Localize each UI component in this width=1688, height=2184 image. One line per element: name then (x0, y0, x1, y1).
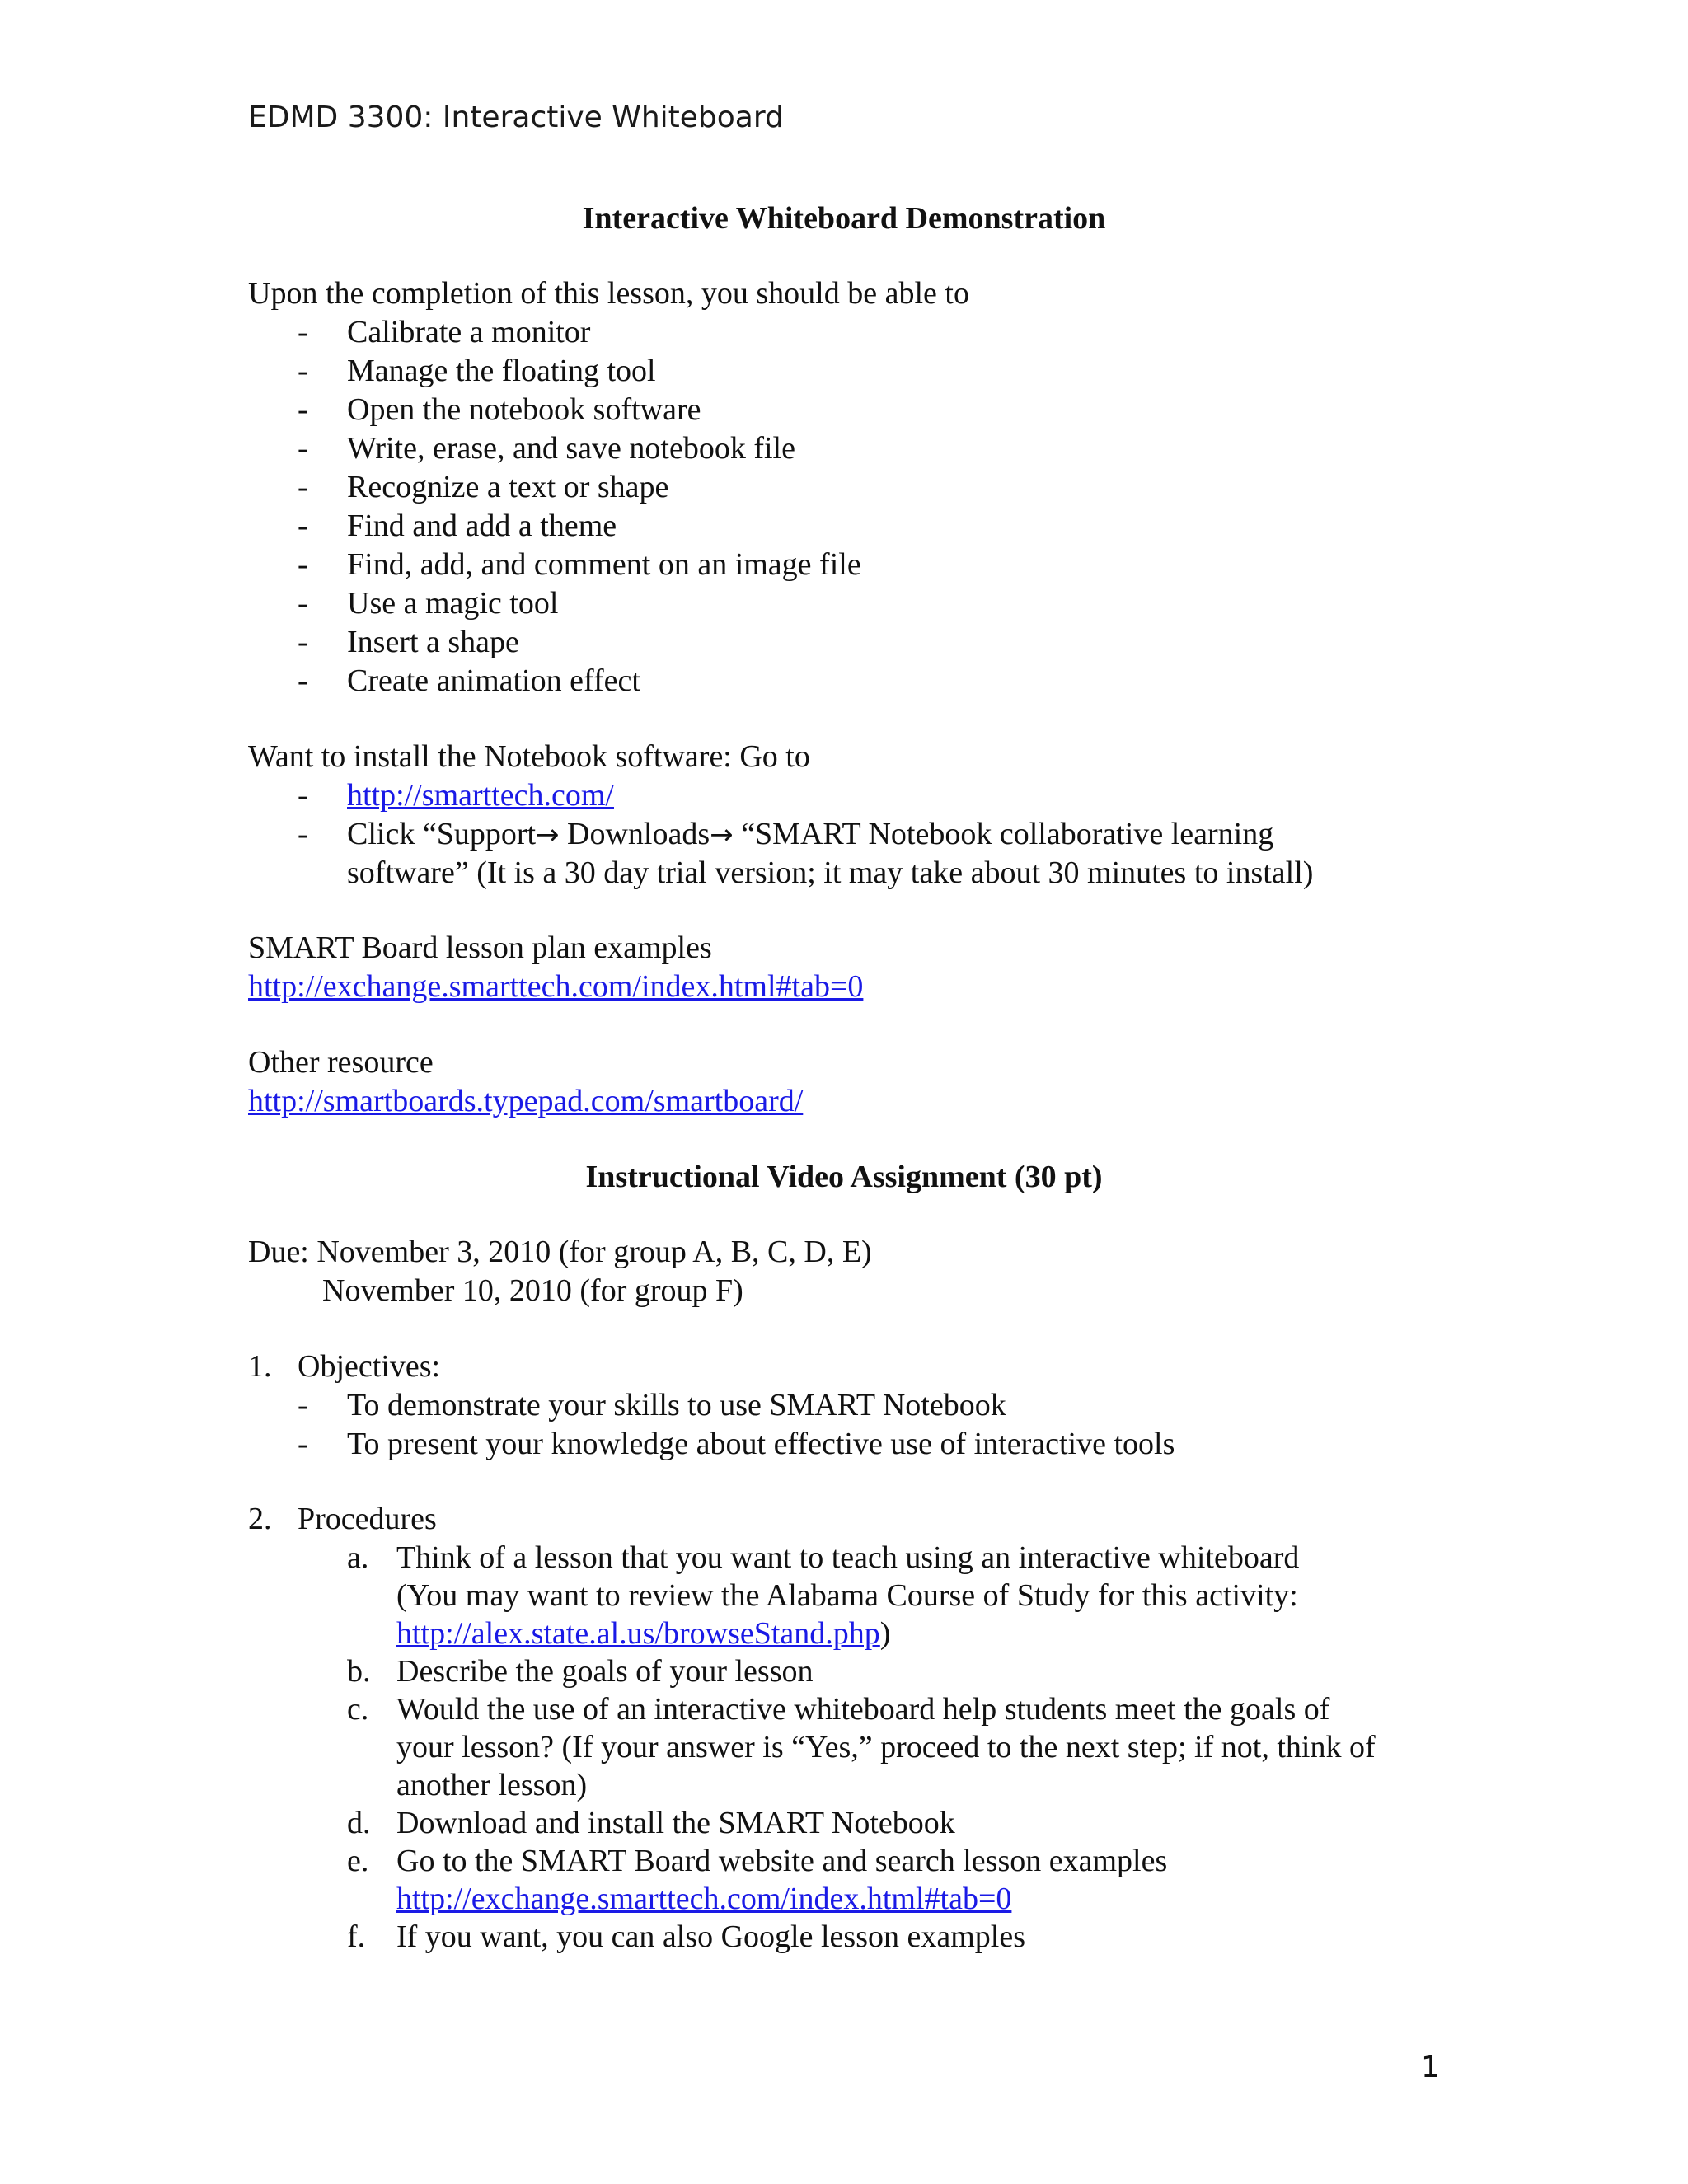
other-resource-label: Other resource (248, 1045, 434, 1080)
list-dash: - (298, 817, 308, 851)
list-item: Insert a shape (347, 625, 519, 659)
list-dash: - (298, 431, 308, 466)
list-dash: - (298, 663, 308, 698)
page-number: 1 (1421, 2050, 1440, 2084)
other-resource-link[interactable]: http://smartboards.typepad.com/smartboard/ (248, 1084, 804, 1118)
step-a-line1: Think of a lesson that you want to teach using an interactive whiteboard (396, 1540, 1300, 1575)
examples-link[interactable]: http://exchange.smarttech.com/index.html#tab=0 (248, 969, 864, 1004)
step-marker: d. (347, 1806, 371, 1840)
course-header: EDMD 3300: Interactive Whiteboard (248, 101, 784, 134)
step-c-line2: your lesson? (If your answer is “Yes,” proceed to the next step; if not, think of (396, 1730, 1376, 1765)
alex-link[interactable]: http://alex.state.al.us/browseStand.php (396, 1616, 880, 1651)
step-c-line1: Would the use of an interactive whiteboard help students meet the goals of (396, 1692, 1330, 1727)
step-marker: a. (347, 1540, 369, 1575)
list-item: Calibrate a monitor (347, 315, 591, 349)
due-line-2: November 10, 2010 (for group F) (322, 1273, 743, 1308)
step-e-text: Go to the SMART Board website and search lesson examples (396, 1844, 1168, 1878)
arrow-right-icon: → (536, 818, 560, 851)
step-a-line2: (You may want to review the Alabama Course of Study for this activity: (396, 1578, 1298, 1613)
exchange-link[interactable]: http://exchange.smarttech.com/index.html#tab=0 (396, 1882, 1012, 1916)
list-item: To present your knowledge about effective use of interactive tools (347, 1427, 1175, 1461)
list-item: To demonstrate your skills to use SMART Notebook (347, 1388, 1006, 1422)
list-dash: - (298, 392, 308, 427)
list-dash: - (298, 586, 308, 621)
list-dash: - (298, 547, 308, 582)
step-c-line3: another lesson) (396, 1768, 588, 1802)
due-line-1: Due: November 3, 2010 (for group A, B, C, D, E) (248, 1235, 872, 1269)
list-dash: - (298, 625, 308, 659)
step-f-text: If you want, you can also Google lesson examples (396, 1919, 1025, 1954)
list-dash: - (298, 315, 308, 349)
step-marker: e. (347, 1844, 369, 1878)
install-click-line2: software” (It is a 30 day trial version; it may take about 30 minutes to install) (347, 855, 1314, 890)
click-prefix: Click “Support (347, 817, 537, 851)
list-dash: - (298, 354, 308, 388)
demo-title: Interactive Whiteboard Demonstration (582, 201, 1106, 236)
assignment-title: Instructional Video Assignment (30 pt) (585, 1160, 1103, 1194)
click-mid: Downloads (559, 817, 710, 851)
list-item: Manage the floating tool (347, 354, 656, 388)
list-item: Find, add, and comment on an image file (347, 547, 861, 582)
list-item: Write, erase, and save notebook file (347, 431, 795, 466)
list-item: Create animation effect (347, 663, 640, 698)
step-d-text: Download and install the SMART Notebook (396, 1806, 955, 1840)
list-item: Recognize a text or shape (347, 470, 669, 504)
procedures-heading: Procedures (298, 1502, 437, 1536)
install-intro: Want to install the Notebook software: Go to (248, 739, 810, 774)
section-number: 2. (248, 1502, 272, 1536)
list-dash: - (298, 778, 308, 813)
list-item: Find and add a theme (347, 509, 617, 543)
step-marker: b. (347, 1654, 371, 1689)
step-b-text: Describe the goals of your lesson (396, 1654, 814, 1689)
demo-intro: Upon the completion of this lesson, you should be able to (248, 276, 969, 311)
list-dash: - (298, 470, 308, 504)
objectives-heading: Objectives: (298, 1349, 441, 1384)
section-number: 1. (248, 1349, 272, 1384)
list-dash: - (298, 509, 308, 543)
smarttech-link[interactable]: http://smarttech.com/ (347, 778, 614, 813)
step-marker: f. (347, 1919, 366, 1954)
click-suffix: “SMART Notebook collaborative learning (733, 817, 1274, 851)
step-marker: c. (347, 1692, 369, 1727)
arrow-right-icon: → (710, 818, 734, 851)
install-click-line (347, 816, 1273, 854)
list-item: Open the notebook software (347, 392, 701, 427)
step-a-close: ) (879, 1616, 891, 1651)
list-dash: - (298, 1388, 308, 1422)
list-item: Use a magic tool (347, 586, 559, 621)
step-a-line3 (396, 1615, 890, 1653)
examples-label: SMART Board lesson plan examples (248, 930, 712, 965)
list-dash: - (298, 1427, 308, 1461)
